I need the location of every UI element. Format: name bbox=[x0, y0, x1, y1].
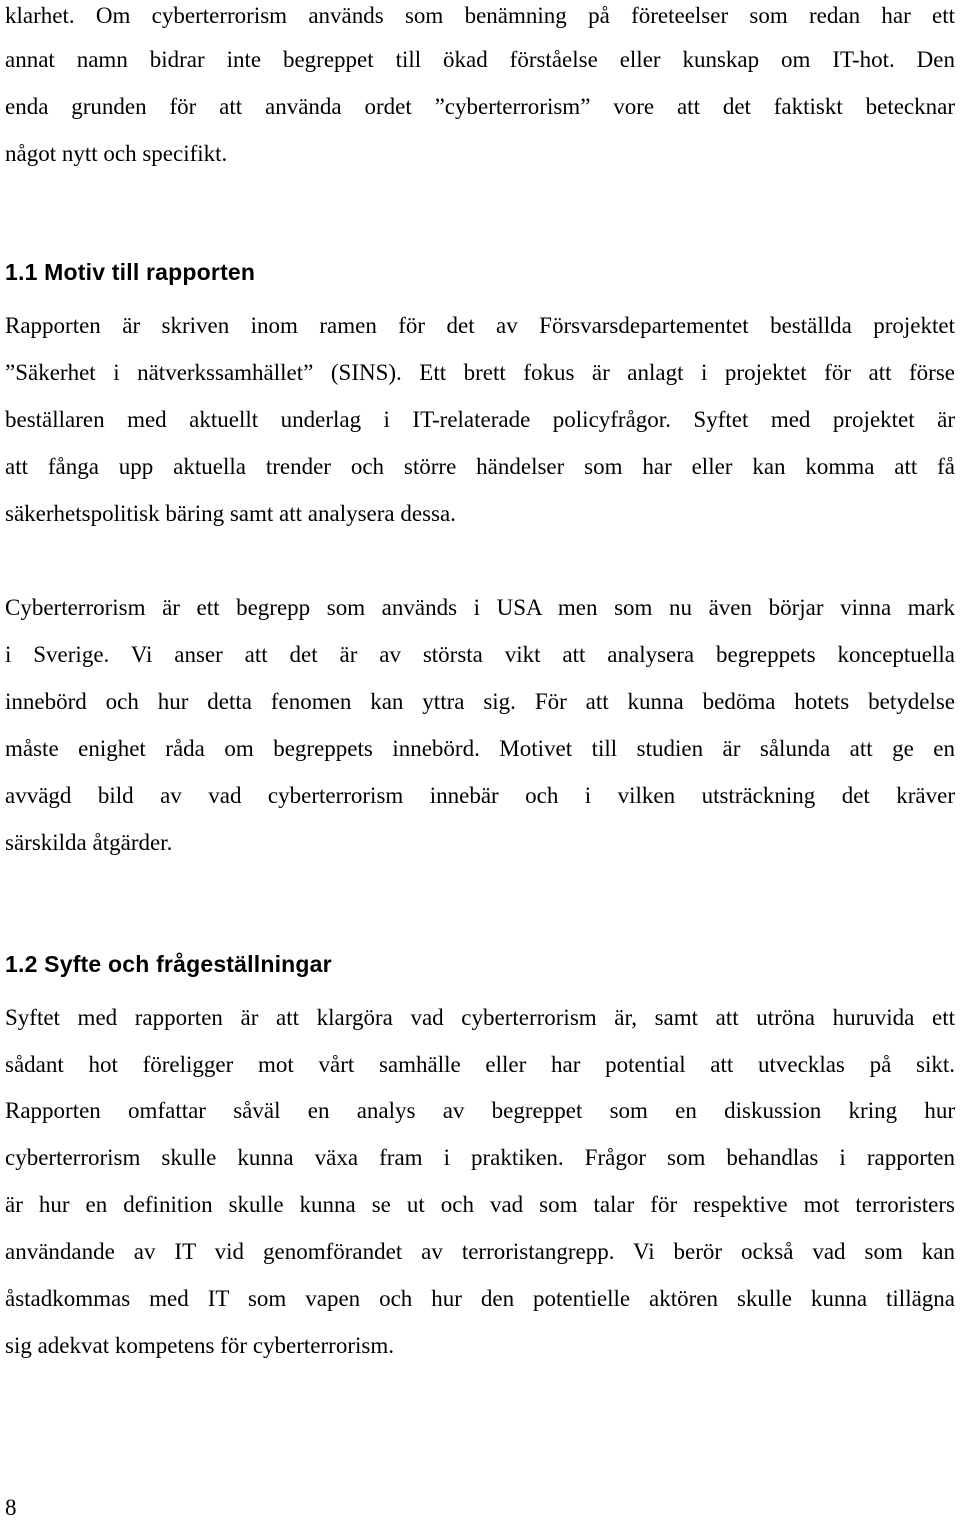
text-line: Rapporten är skriven inom ramen för det av Försvarsdepartementet beställda projektet bbox=[5, 313, 955, 338]
text-line: annat namn bidrar inte begreppet till ökad förståelse eller kunskap om IT-hot. Den bbox=[5, 47, 955, 72]
text-line: beställaren med aktuellt underlag i IT-relaterade policyfrågor. Syftet med projektet är bbox=[5, 407, 955, 432]
text-line: innebörd och hur detta fenomen kan yttra sig. För att kunna bedöma hotets betydelse bbox=[5, 689, 955, 714]
section-heading-1-2: 1.2 Syfte och frågeställningar bbox=[5, 951, 332, 977]
section-heading-1-1: 1.1 Motiv till rapporten bbox=[5, 259, 256, 285]
text-line: avvägd bild av vad cyberterrorism innebär och i vilken utsträckning det kräver bbox=[5, 783, 955, 808]
text-line: något nytt och specifikt. bbox=[5, 141, 228, 166]
text-line: att fånga upp aktuella trender och större händelser som har eller kan komma att få bbox=[5, 454, 955, 479]
page-number: 8 bbox=[5, 1495, 17, 1520]
text-line: är hur en definition skulle kunna se ut och vad som talar för respektive mot terroristers bbox=[5, 1192, 955, 1217]
text-line: Syftet med rapporten är att klargöra vad cyberterrorism är, samt att utröna huruvida ett bbox=[5, 1005, 955, 1030]
text-line: Rapporten omfattar såväl en analys av begreppet som en diskussion kring hur bbox=[5, 1098, 955, 1123]
text-line: åstadkommas med IT som vapen och hur den potentielle aktören skulle kunna tillägna bbox=[5, 1286, 955, 1311]
text-line: måste enighet råda om begreppets innebörd. Motivet till studien är sålunda att ge en bbox=[5, 736, 955, 761]
text-line: ”Säkerhet i nätverkssamhället” (SINS). Ett brett fokus är anlagt i projektet för att förse bbox=[5, 360, 955, 385]
text-line: särskilda åtgärder. bbox=[5, 830, 173, 855]
text-line: sig adekvat kompetens för cyberterrorism. bbox=[5, 1333, 394, 1358]
text-line: i Sverige. Vi anser att det är av största vikt att analysera begreppets konceptuella bbox=[5, 642, 955, 667]
text-line: säkerhetspolitisk bäring samt att analysera dessa. bbox=[5, 501, 456, 526]
text-line: enda grunden för att använda ordet ”cyberterrorism” vore att det faktiskt betecknar bbox=[5, 94, 955, 119]
text-line: Cyberterrorism är ett begrepp som används i USA men som nu även börjar vinna mark bbox=[5, 595, 955, 620]
text-line: klarhet. Om cyberterrorism används som benämning på företeelser som redan har ett bbox=[5, 3, 955, 28]
text-line: cyberterrorism skulle kunna växa fram i praktiken. Frågor som behandlas i rapporten bbox=[5, 1145, 955, 1170]
text-line: användande av IT vid genomförandet av terroristangrepp. Vi berör också vad som kan bbox=[5, 1239, 955, 1264]
text-line: sådant hot föreligger mot vårt samhälle eller har potential att utvecklas på sikt. bbox=[5, 1052, 955, 1077]
